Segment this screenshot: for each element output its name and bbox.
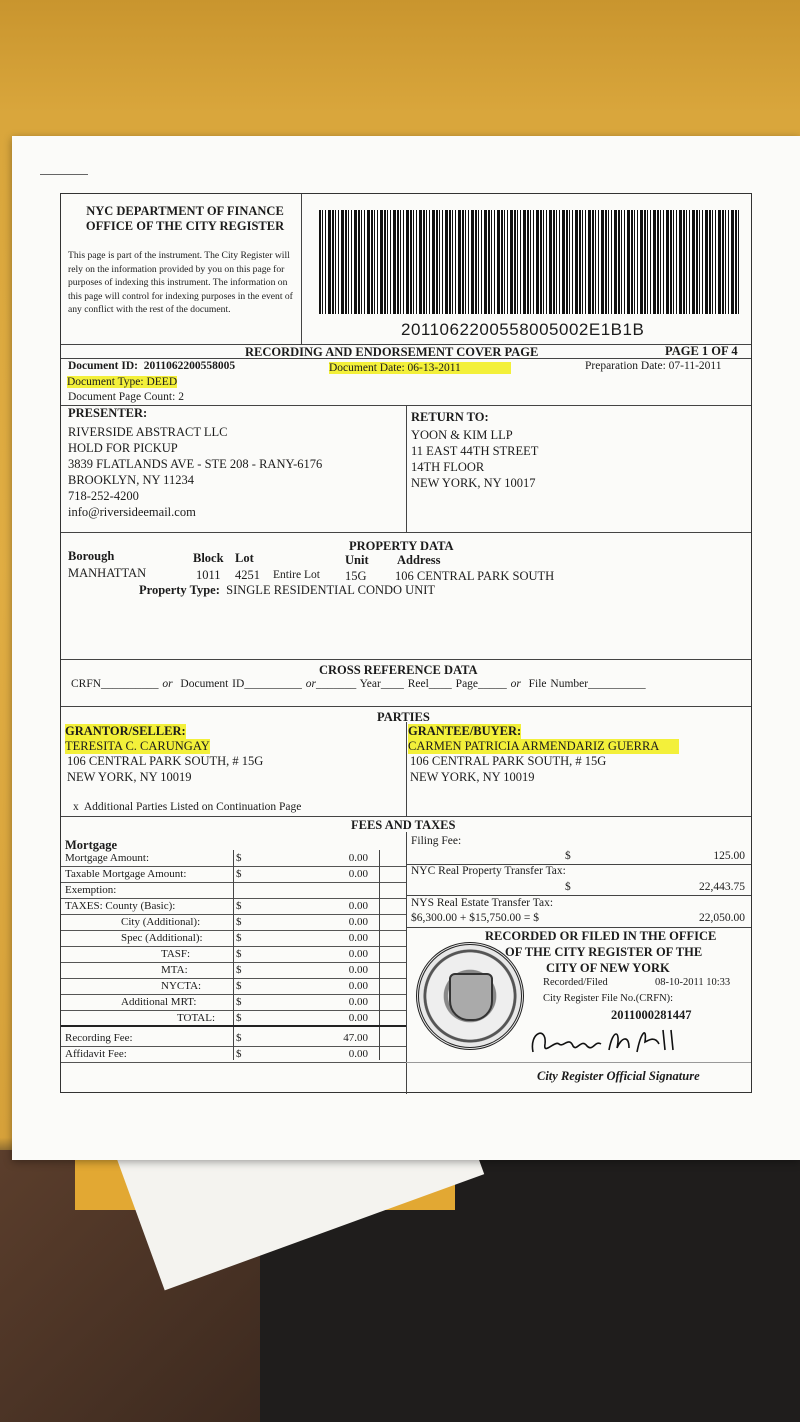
barcode <box>319 210 739 314</box>
block-label: Block <box>193 551 224 565</box>
crfn-number: 2011000281447 <box>611 1008 692 1022</box>
fee-amount: 0.00 <box>348 932 368 944</box>
fee-dollar: $ <box>236 1048 242 1060</box>
unit: 15G <box>345 569 367 583</box>
fee-amount: 0.00 <box>348 1012 368 1024</box>
fee-label: Affidavit Fee: <box>65 1048 127 1060</box>
fee-label: Spec (Additional): <box>121 932 203 944</box>
fee-dollar: $ <box>236 900 242 912</box>
fee-label: NYCTA: <box>161 980 202 992</box>
nyc-tax-label: NYC Real Property Transfer Tax: <box>411 865 566 877</box>
grantee-address1: 106 CENTRAL PARK SOUTH, # 15G <box>410 754 607 768</box>
grantor-heading: GRANTOR/SELLER: <box>65 724 186 738</box>
lot-type: Entire Lot <box>273 569 320 581</box>
cross-reference-fields: CRFN__________ or Document ID__________ or_______ Year____ Reel____ Page_____ or File Number__________ <box>71 678 646 690</box>
recorded-line2: OF THE CITY REGISTER OF THE <box>505 945 703 959</box>
fee-amount: 0.00 <box>348 1048 368 1060</box>
fee-dollar: $ <box>236 948 242 960</box>
nys-tax-formula: $6,300.00 + $15,750.00 = $ <box>411 912 539 924</box>
fee-label: Recording Fee: <box>65 1032 133 1044</box>
borough-label: Borough <box>68 549 115 563</box>
grantor-address1: 106 CENTRAL PARK SOUTH, # 15G <box>67 754 264 768</box>
fee-amount: 0.00 <box>348 868 368 880</box>
fee-label: MTA: <box>161 964 188 976</box>
filing-fee: 125.00 <box>713 850 745 862</box>
fee-label: Exemption: <box>65 884 117 896</box>
cross-reference-heading: CROSS REFERENCE DATA <box>319 663 478 677</box>
grantee-name: CARMEN PATRICIA ARMENDARIZ GUERRA <box>408 739 679 754</box>
presenter-heading: PRESENTER: <box>68 406 148 420</box>
page-label: PAGE 1 OF 4 <box>665 344 738 358</box>
nys-tax-label: NYS Real Estate Transfer Tax: <box>411 897 554 909</box>
fee-label: TOTAL: <box>177 1012 216 1024</box>
fee-dollar: $ <box>236 852 242 864</box>
fee-label: Taxable Mortgage Amount: <box>65 868 187 880</box>
grantor-name: TERESITA C. CARUNGAY <box>65 739 210 753</box>
city-register-seal <box>416 942 524 1050</box>
fee-amount: 47.00 <box>343 1032 368 1044</box>
presenter-block: RIVERSIDE ABSTRACT LLC HOLD FOR PICKUP 3839 FLATLANDS AVE - STE 208 - RANY-6176 BROOKLYN, NY 11234 718-252-4200 info@riversideemail.com <box>68 425 323 519</box>
fee-amount: 0.00 <box>348 852 368 864</box>
cover-title: RECORDING AND ENDORSEMENT COVER PAGE <box>245 345 539 359</box>
fee-amount: 0.00 <box>348 996 368 1008</box>
unit-label: Unit <box>345 553 369 567</box>
barcode-number: 2011062200558005002E1B1B <box>401 320 645 339</box>
page-count: Document Page Count: 2 <box>68 391 184 403</box>
block: 1011 <box>196 568 221 582</box>
fee-dollar: $ <box>236 916 242 928</box>
pen-mark <box>40 174 88 175</box>
fee-dollar: $ <box>236 996 242 1008</box>
signature-caption: City Register Official Signature <box>537 1069 700 1083</box>
return-heading: RETURN TO: <box>411 410 489 424</box>
cover-page-form <box>60 193 752 1093</box>
fees-heading: FEES AND TAXES <box>351 818 456 832</box>
document-date: Document Date: 06-13-2011 <box>329 362 511 374</box>
filing-fee-dollar: $ <box>565 850 571 862</box>
nys-tax: 22,050.00 <box>699 912 745 924</box>
fee-label: Mortgage Amount: <box>65 852 150 864</box>
nyc-tax-dollar: $ <box>565 881 571 893</box>
document-type: Document Type: DEED <box>67 376 178 388</box>
address: 106 CENTRAL PARK SOUTH <box>395 569 555 583</box>
grantee-address2: NEW YORK, NY 10019 <box>410 770 535 784</box>
fee-amount: 0.00 <box>348 964 368 976</box>
property-type: Property Type: SINGLE RESIDENTIAL CONDO UNIT <box>139 583 436 597</box>
parties-heading: PARTIES <box>377 710 430 724</box>
filing-fee-label: Filing Fee: <box>411 835 462 847</box>
indexing-notice: This page is part of the instrument. The City Register will rely on the information provided by you on this page for purposes of indexing this instrument. The information on this page will control for indexing purposes in the event of any conflict with the rest of the document. <box>68 250 293 316</box>
additional-parties: x Additional Parties Listed on Continuation Page <box>73 801 302 813</box>
fee-label: TASF: <box>161 948 191 960</box>
grantee-heading: GRANTEE/BUYER: <box>408 724 522 738</box>
fee-dollar: $ <box>236 980 242 992</box>
official-signature <box>525 1022 685 1062</box>
fee-dollar: $ <box>236 964 242 976</box>
fee-label: TAXES: County (Basic): <box>65 900 176 912</box>
fee-dollar: $ <box>236 1012 242 1024</box>
property-heading: PROPERTY DATA <box>349 539 454 553</box>
document-id: Document ID: 2011062200558005 <box>68 360 236 372</box>
fee-amount: 0.00 <box>348 948 368 960</box>
fee-dollar: $ <box>236 932 242 944</box>
grantor-address2: NEW YORK, NY 10019 <box>67 770 192 784</box>
recorded-line1: RECORDED OR FILED IN THE OFFICE <box>485 929 717 943</box>
lot: 4251 <box>235 568 260 582</box>
recorded-value: 08-10-2011 10:33 <box>655 977 731 988</box>
fee-label: Additional MRT: <box>121 996 197 1008</box>
mortgage-heading: Mortgage <box>65 838 118 852</box>
fee-dollar: $ <box>236 868 242 880</box>
return-block: YOON & KIM LLP 11 EAST 44TH STREET 14TH FLOOR NEW YORK, NY 10017 <box>411 428 539 490</box>
preparation-date: Preparation Date: 07-11-2011 <box>585 360 722 372</box>
recorded-label: Recorded/Filed <box>543 977 608 988</box>
recorded-line3: CITY OF NEW YORK <box>546 961 670 975</box>
address-label: Address <box>397 553 441 567</box>
fee-amount: 0.00 <box>348 900 368 912</box>
lot-label: Lot <box>235 551 254 565</box>
borough: MANHATTAN <box>68 566 147 580</box>
fee-amount: 0.00 <box>348 916 368 928</box>
nyc-tax: 22,443.75 <box>699 881 745 893</box>
fee-label: City (Additional): <box>121 916 201 928</box>
fee-dollar: $ <box>236 1032 242 1044</box>
crfn-label: City Register File No.(CRFN): <box>543 993 674 1004</box>
agency-title: NYC DEPARTMENT OF FINANCE OFFICE OF THE CITY REGISTER <box>85 204 285 233</box>
fee-amount: 0.00 <box>348 980 368 992</box>
